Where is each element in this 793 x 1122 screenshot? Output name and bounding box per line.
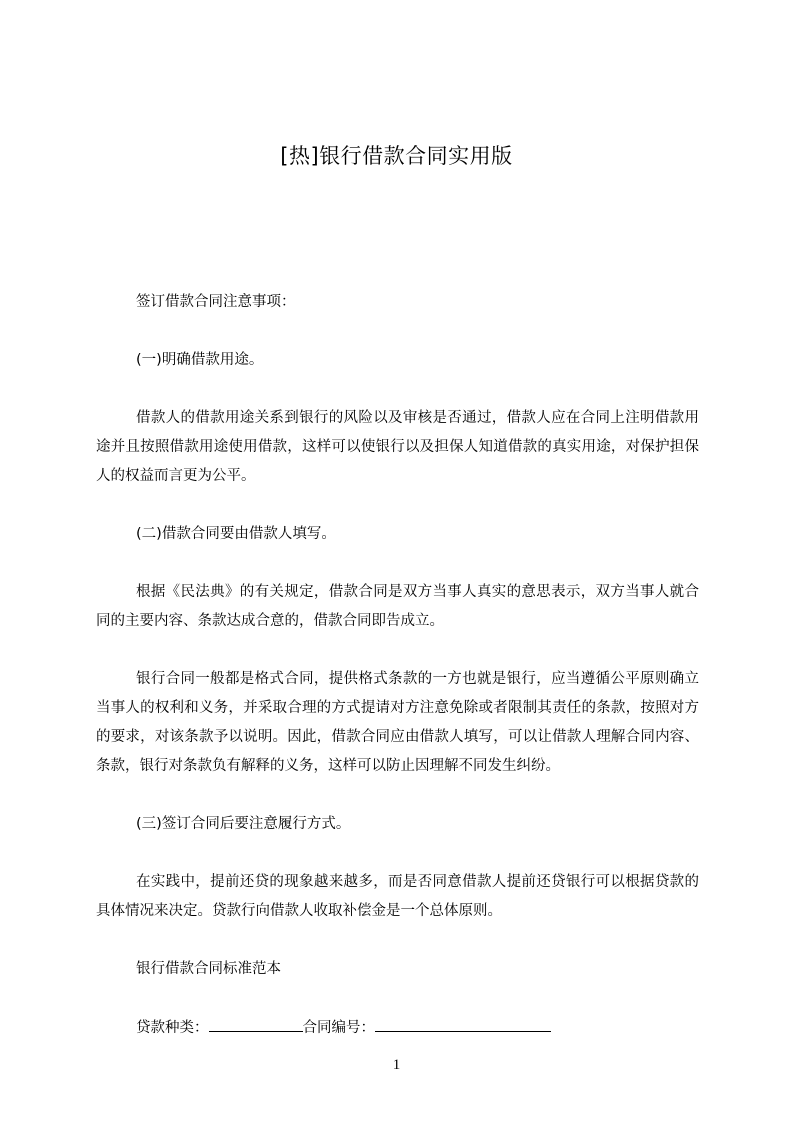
document-title: [热]银行借款合同实用版 [280,144,513,168]
document-body [96,288,699,1072]
paragraph-section-1-body: 借款人的借款用途关系到银行的风险以及审核是否通过，借款人应在合同上注明借款用途并且按照借款用途使用借款，这样可以使银行以及担保人知道借款的真实用途，对保护担保人的权益而言更为公平。 [96,410,699,484]
paragraph-section-2-body-1: 根据《民法典》的有关规定，借款合同是双方当事人真实的意思表示，双方当事人就合同的主要内容、条款达成合意的，借款合同即告成立。 [96,584,699,629]
form-line-loan-info [96,1013,699,1043]
contract-number-blank [375,1013,551,1032]
paragraph-notes-heading: 签订借款合同注意事项： [136,294,296,310]
loan-type-blank [209,1013,303,1032]
paragraph-section-2-heading: (二)借款合同要由借款人填写。 [136,526,336,542]
page-number: 1 [392,1057,401,1073]
loan-type-label: 贷款种类： [136,1020,209,1036]
paragraph-section-3-body: 在实践中，提前还贷的现象越来越多，而是否同意借款人提前还贷银行可以根据贷款的具体情况来决定。贷款行向借款人收取补偿金是一个总体原则。 [96,874,699,919]
paragraph-section-1-heading: (一)明确借款用途。 [136,352,264,368]
paragraph-section-3-heading: (三)签订合同后要注意履行方式。 [136,816,351,832]
paragraph-section-2-body-2: 银行合同一般都是格式合同，提供格式条款的一方也就是银行，应当遵循公平原则确立当事人的权利和义务，并采取合理的方式提请对方注意免除或者限制其责任的条款，按照对方的要求，对该条款予以说明。因此，借款合同应由借款人填写，可以让借款人理解合同内容、条款，银行对条款负有解释的义务，这样可以防止因理解不同发生纠纷。 [96,671,699,774]
contract-number-label: 合同编号： [302,1020,375,1036]
paragraph-template-heading: 银行借款合同标准范本 [136,961,281,977]
